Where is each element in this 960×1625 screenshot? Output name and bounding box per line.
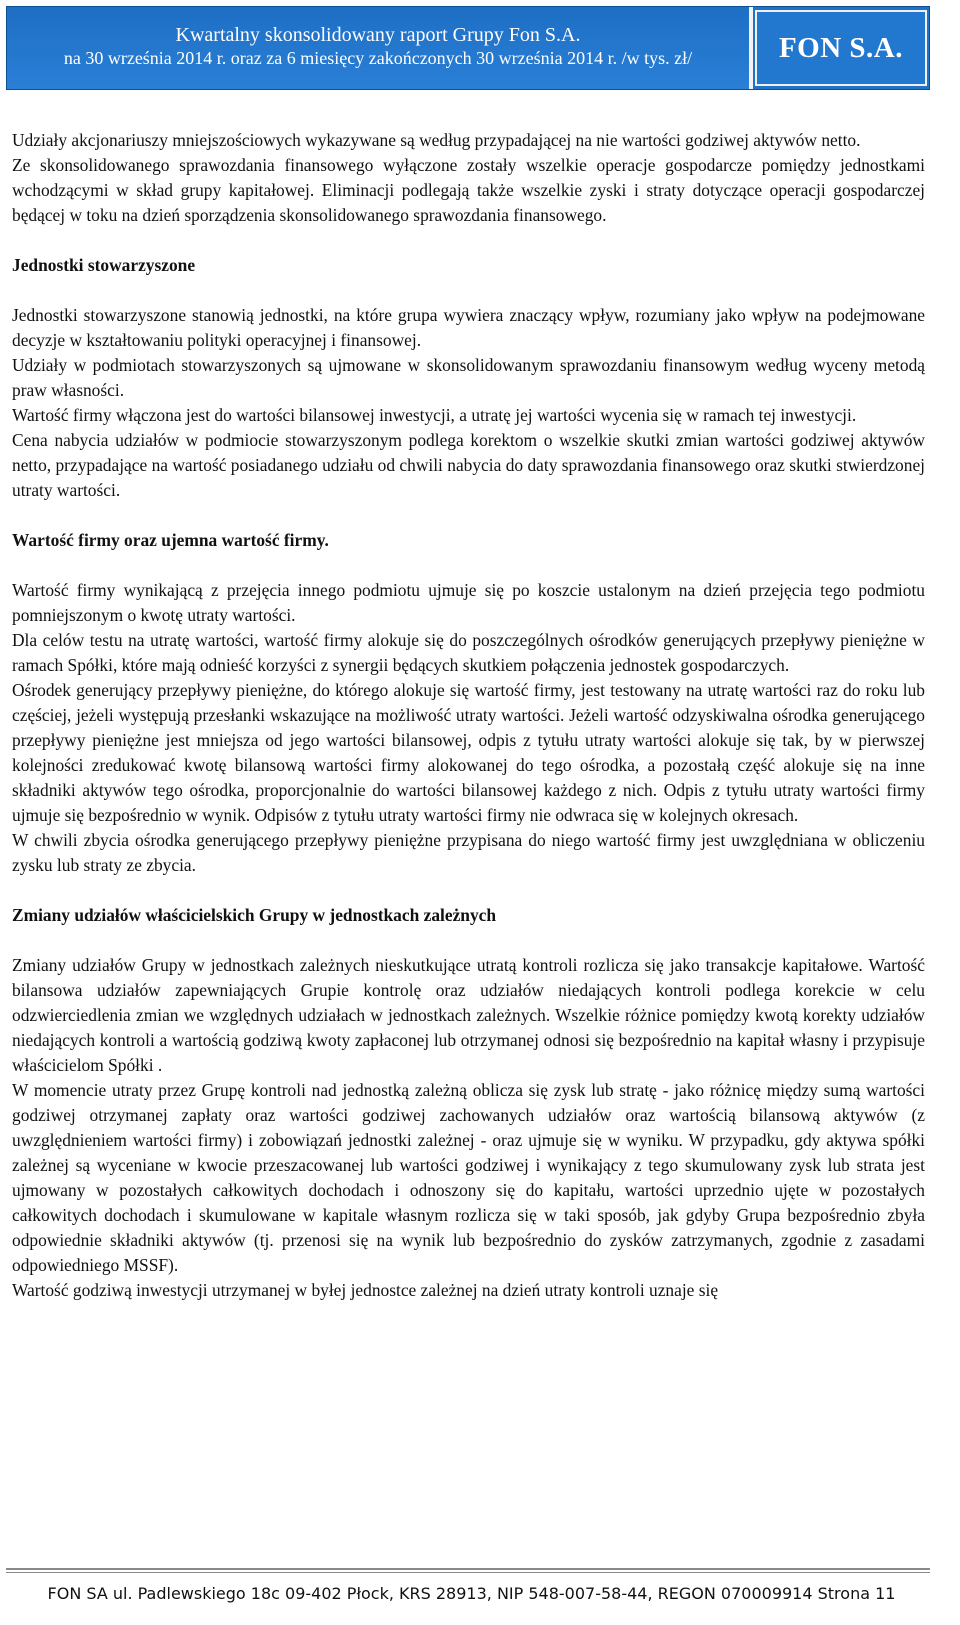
paragraph: Dla celów testu na utratę wartości, wartość firmy alokuje się do poszczególnych ośrodków generujących przepływy pieniężne w ramach Spółki, które mają odnieść korzyści z synergii będących skutkiem połączenia jednostek gospodarczych.: [12, 630, 925, 675]
section-heading: Zmiany udziałów właścicielskich Grupy w jednostkach zależnych: [12, 905, 497, 925]
paragraph: Wartość firmy włączona jest do wartości bilansowej inwestycji, a utratę jej wartości wycenia się w ramach tej inwestycji.: [12, 405, 857, 425]
paragraph: Wartość godziwą inwestycji utrzymanej w byłej jednostce zależnej na dzień utraty kontroli uznaje się: [12, 1280, 719, 1300]
logo-text: FON S.A.: [778, 31, 904, 64]
paragraph: Udziały akcjonariuszy mniejszościowych wykazywane są według przypadającej na nie wartości godziwej aktywów netto.: [12, 130, 861, 150]
page-footer: FON SA ul. Padlewskiego 18c 09-402 Płock, KRS 28913, NIP 548-007-58-44, REGON 070009914 Strona 11: [47, 1584, 896, 1603]
paragraph: Cena nabycia udziałów w podmiocie stowarzyszonym podlega korektom o wszelkie skutki zmian wartości godziwej aktywów netto, przypadające na wartość posiadanego udziału od chwili nabycia do daty sprawozdania finansowego oraz skutki stwierdzonej utraty wartości.: [12, 430, 925, 500]
document-body: [12, 128, 925, 1303]
page-header: [6, 6, 930, 90]
header-subtitle: na 30 września 2014 r. oraz za 6 miesięcy zakończonych 30 września 2014 r. /w tys. zł/: [63, 48, 693, 68]
footer-rule: [6, 1568, 930, 1570]
paragraph: W chwili zbycia ośrodka generującego przepływy pieniężne przypisana do niego wartość firmy jest uwzględniana w obliczeniu zysku lub straty ze zbycia.: [12, 830, 925, 875]
paragraph: Ze skonsolidowanego sprawozdania finansowego wyłączone zostały wszelkie operacje gospodarcze pomiędzy jednostkami wchodzącymi w skład grupy kapitałowej. Eliminacji podlegają także wszelkie zyski i straty dotyczące operacji gospodarczej będącej w toku na dzień sporządzenia skonsolidowanego sprawozdania finansowego.: [12, 155, 925, 225]
section-heading: Jednostki stowarzyszone: [12, 255, 196, 275]
section-heading: Wartość firmy oraz ujemna wartość firmy.: [12, 530, 329, 550]
header-title: Kwartalny skonsolidowany raport Grupy Fon S.A.: [175, 24, 581, 46]
header-divider: [749, 7, 753, 89]
paragraph: Wartość firmy wynikającą z przejęcia innego podmiotu ujmuje się po koszcie ustalonym na dzień przejęcia tego podmiotu pomniejszonym o kwotę utraty wartości.: [12, 580, 925, 625]
paragraph: Udziały w podmiotach stowarzyszonych są ujmowane w skonsolidowanym sprawozdaniu finansowym według wyceny metodą praw własności.: [12, 355, 925, 400]
paragraph: Zmiany udziałów Grupy w jednostkach zależnych nieskutkujące utratą kontroli rozlicza się jako transakcje kapitałowe. Wartość bilansowa udziałów zapewniających Grupie kontrolę oraz udziałów niedających kontroli podlega korekcie w celu odzwierciedlenia zmian we względnych udziałach w jednostkach zależnych. Wszelkie różnice pomiędzy kwotą korekty udziałów niedających kontroli a wartością godziwą kwoty zapłaconej lub otrzymanej odnosi się bezpośrednio na kapitał własny i przypisuje właścicielom Spółki .: [12, 955, 925, 1075]
footer-rule: [6, 1572, 930, 1573]
paragraph: Jednostki stowarzyszone stanowią jednostki, na które grupa wywiera znaczący wpływ, rozumiany jako wpływ na podejmowane decyzje w kształtowaniu polityki operacyjnej i finansowej.: [12, 305, 925, 350]
header-title-block: [7, 7, 749, 89]
company-logo: [755, 10, 927, 86]
paragraph: Ośrodek generujący przepływy pieniężne, do którego alokuje się wartość firmy, jest testowany na utratę wartości raz do roku lub częściej, jeżeli występują przesłanki wskazujące na możliwość utraty wartości. Jeżeli wartość odzyskiwalna ośrodka generującego przepływy pieniężne jest mniejsza od jego wartości bilansowej, odpis z tytułu utraty wartości alokuje się tak, by w pierwszej kolejności zredukować kwotę bilansową wartości firmy alokowanej do tego ośrodka, a pozostałą część alokuje się na inne składniki aktywów tego ośrodka, proporcjonalnie do wartości bilansowej każdego z nich. Odpis z tytułu utraty wartości firmy ujmuje się bezpośrednio w wynik. Odpisów z tytułu utraty wartości firmy nie odwraca się w kolejnych okresach.: [12, 680, 925, 825]
paragraph: W momencie utraty przez Grupę kontroli nad jednostką zależną oblicza się zysk lub stratę - jako różnicę między sumą wartości godziwej otrzymanej zapłaty oraz wartości godziwej zachowanych udziałów oraz wartością bilansową aktywów (z uwzględnieniem wartości firmy) i zobowiązań jednostki zależnej - oraz ujmuje się w wyniku. W przypadku, gdy aktywa spółki zależnej są wyceniane w kwocie przeszacowanej lub wartości godziwej i wynikający z tego skumulowany zysk lub strata jest ujmowany w pozostałych całkowitych dochodach i odnoszony się do kapitału, wartości uprzednio ujęte w pozostałych całkowitych dochodach i skumulowane w kapitale własnym rozlicza się w taki sposób, jak gdyby Grupa bezpośrednio zbyła odpowiednie składniki aktywów (tj. przenosi się na wynik lub bezpośrednio do zysków zatrzymanych, zgodnie z zasadami odpowiedniego MSSF).: [12, 1080, 925, 1275]
